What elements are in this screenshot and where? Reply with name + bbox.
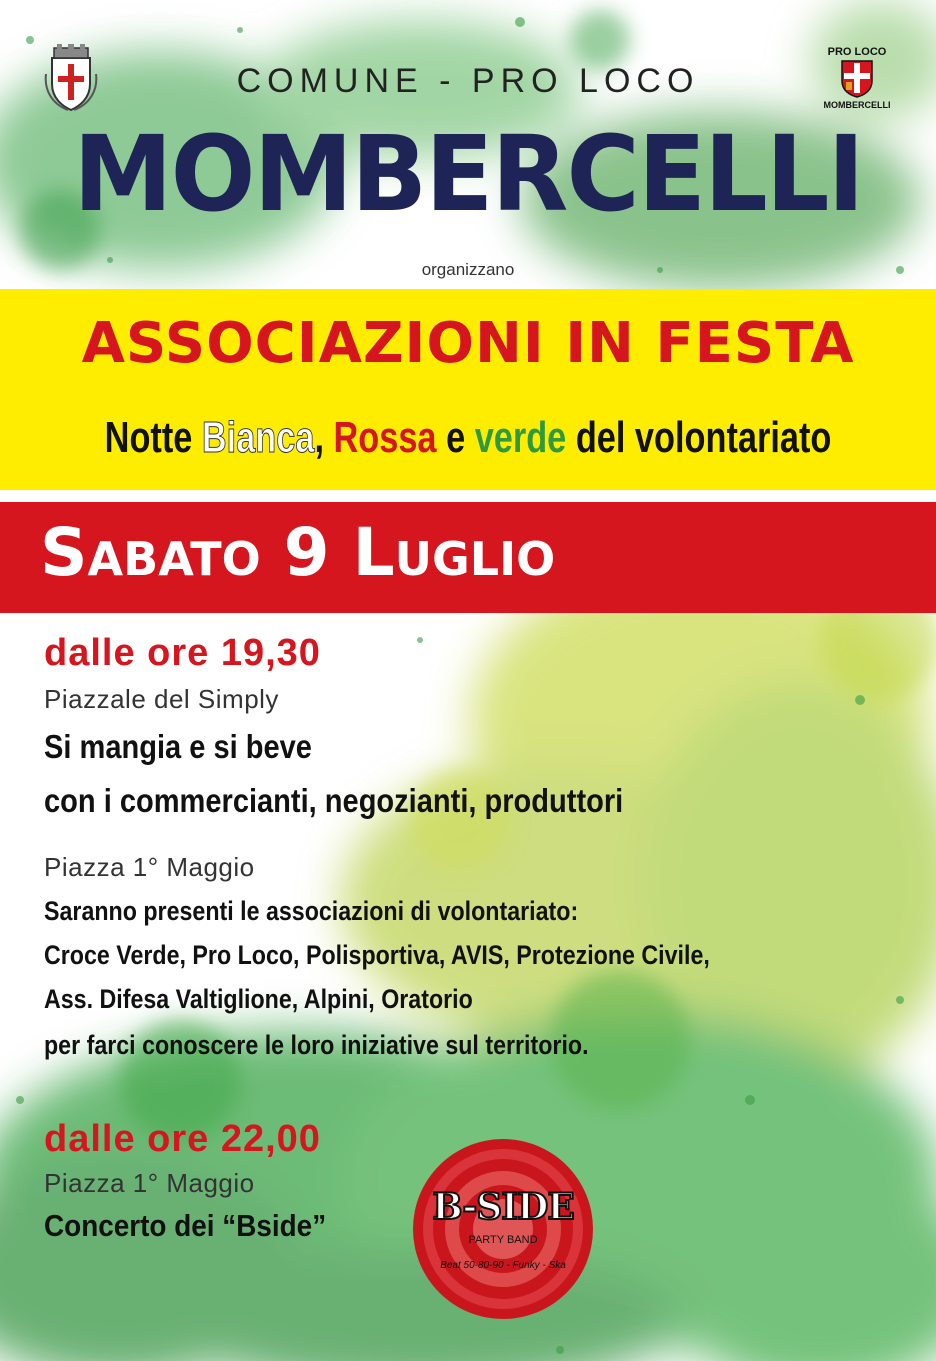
subtitle-part: e	[436, 413, 475, 462]
section2-line: Croce Verde, Pro Loco, Polisportiva, AVIS, Protezione Civile,	[44, 940, 710, 970]
section1-line2: con i commercianti, negozianti, produttori	[44, 782, 624, 819]
event-title: ASSOCIAZIONI IN FESTA	[81, 311, 855, 376]
bside-genres: Beat 50-80-90 - Funky - Ska	[440, 1260, 566, 1271]
organize-label: organizzano	[421, 260, 515, 279]
subtitle-part: Notte	[104, 413, 202, 462]
section2-place: Piazza 1° Maggio	[44, 852, 255, 882]
bside-band-logo	[412, 1138, 594, 1320]
pro-loco-logo-bottom: MOMBERCELLI	[823, 100, 891, 110]
header-top-line: COMUNE - PRO LOCO	[236, 62, 700, 100]
subtitle-word-verde: verde	[474, 413, 567, 462]
subtitle-word-bianca: Bianca	[201, 413, 315, 462]
section1-time: dalle ore 19,30	[44, 632, 321, 674]
pro-loco-logo-top: PRO LOCO	[827, 46, 887, 58]
section3-line: Concerto dei “Bside”	[44, 1208, 327, 1243]
subtitle-part: ,	[314, 413, 334, 462]
section2-line: Saranno presenti le associazioni di volontariato:	[44, 896, 579, 926]
page-title: MOMBERCELLI	[73, 113, 863, 235]
bside-name: B-SIDE	[432, 1186, 574, 1228]
section1-line1: Si mangia e si beve	[44, 728, 312, 765]
section1-place: Piazzale del Simply	[44, 684, 279, 714]
bside-tag: PARTY BAND	[468, 1234, 538, 1246]
event-subtitle	[103, 413, 833, 462]
subtitle-part: del volontariato	[566, 413, 832, 462]
section3-time: dalle ore 22,00	[44, 1118, 321, 1160]
subtitle-word-rossa: Rossa	[333, 413, 437, 462]
target-circle-icon	[412, 1138, 594, 1320]
section2-line: per farci conoscere le loro iniziative sul territorio.	[44, 1030, 589, 1060]
section3-place: Piazza 1° Maggio	[44, 1168, 255, 1198]
event-date: Sabato 9 Luglio	[40, 514, 556, 591]
section2-line: Ass. Difesa Valtiglione, Alpini, Oratorio	[44, 984, 473, 1014]
